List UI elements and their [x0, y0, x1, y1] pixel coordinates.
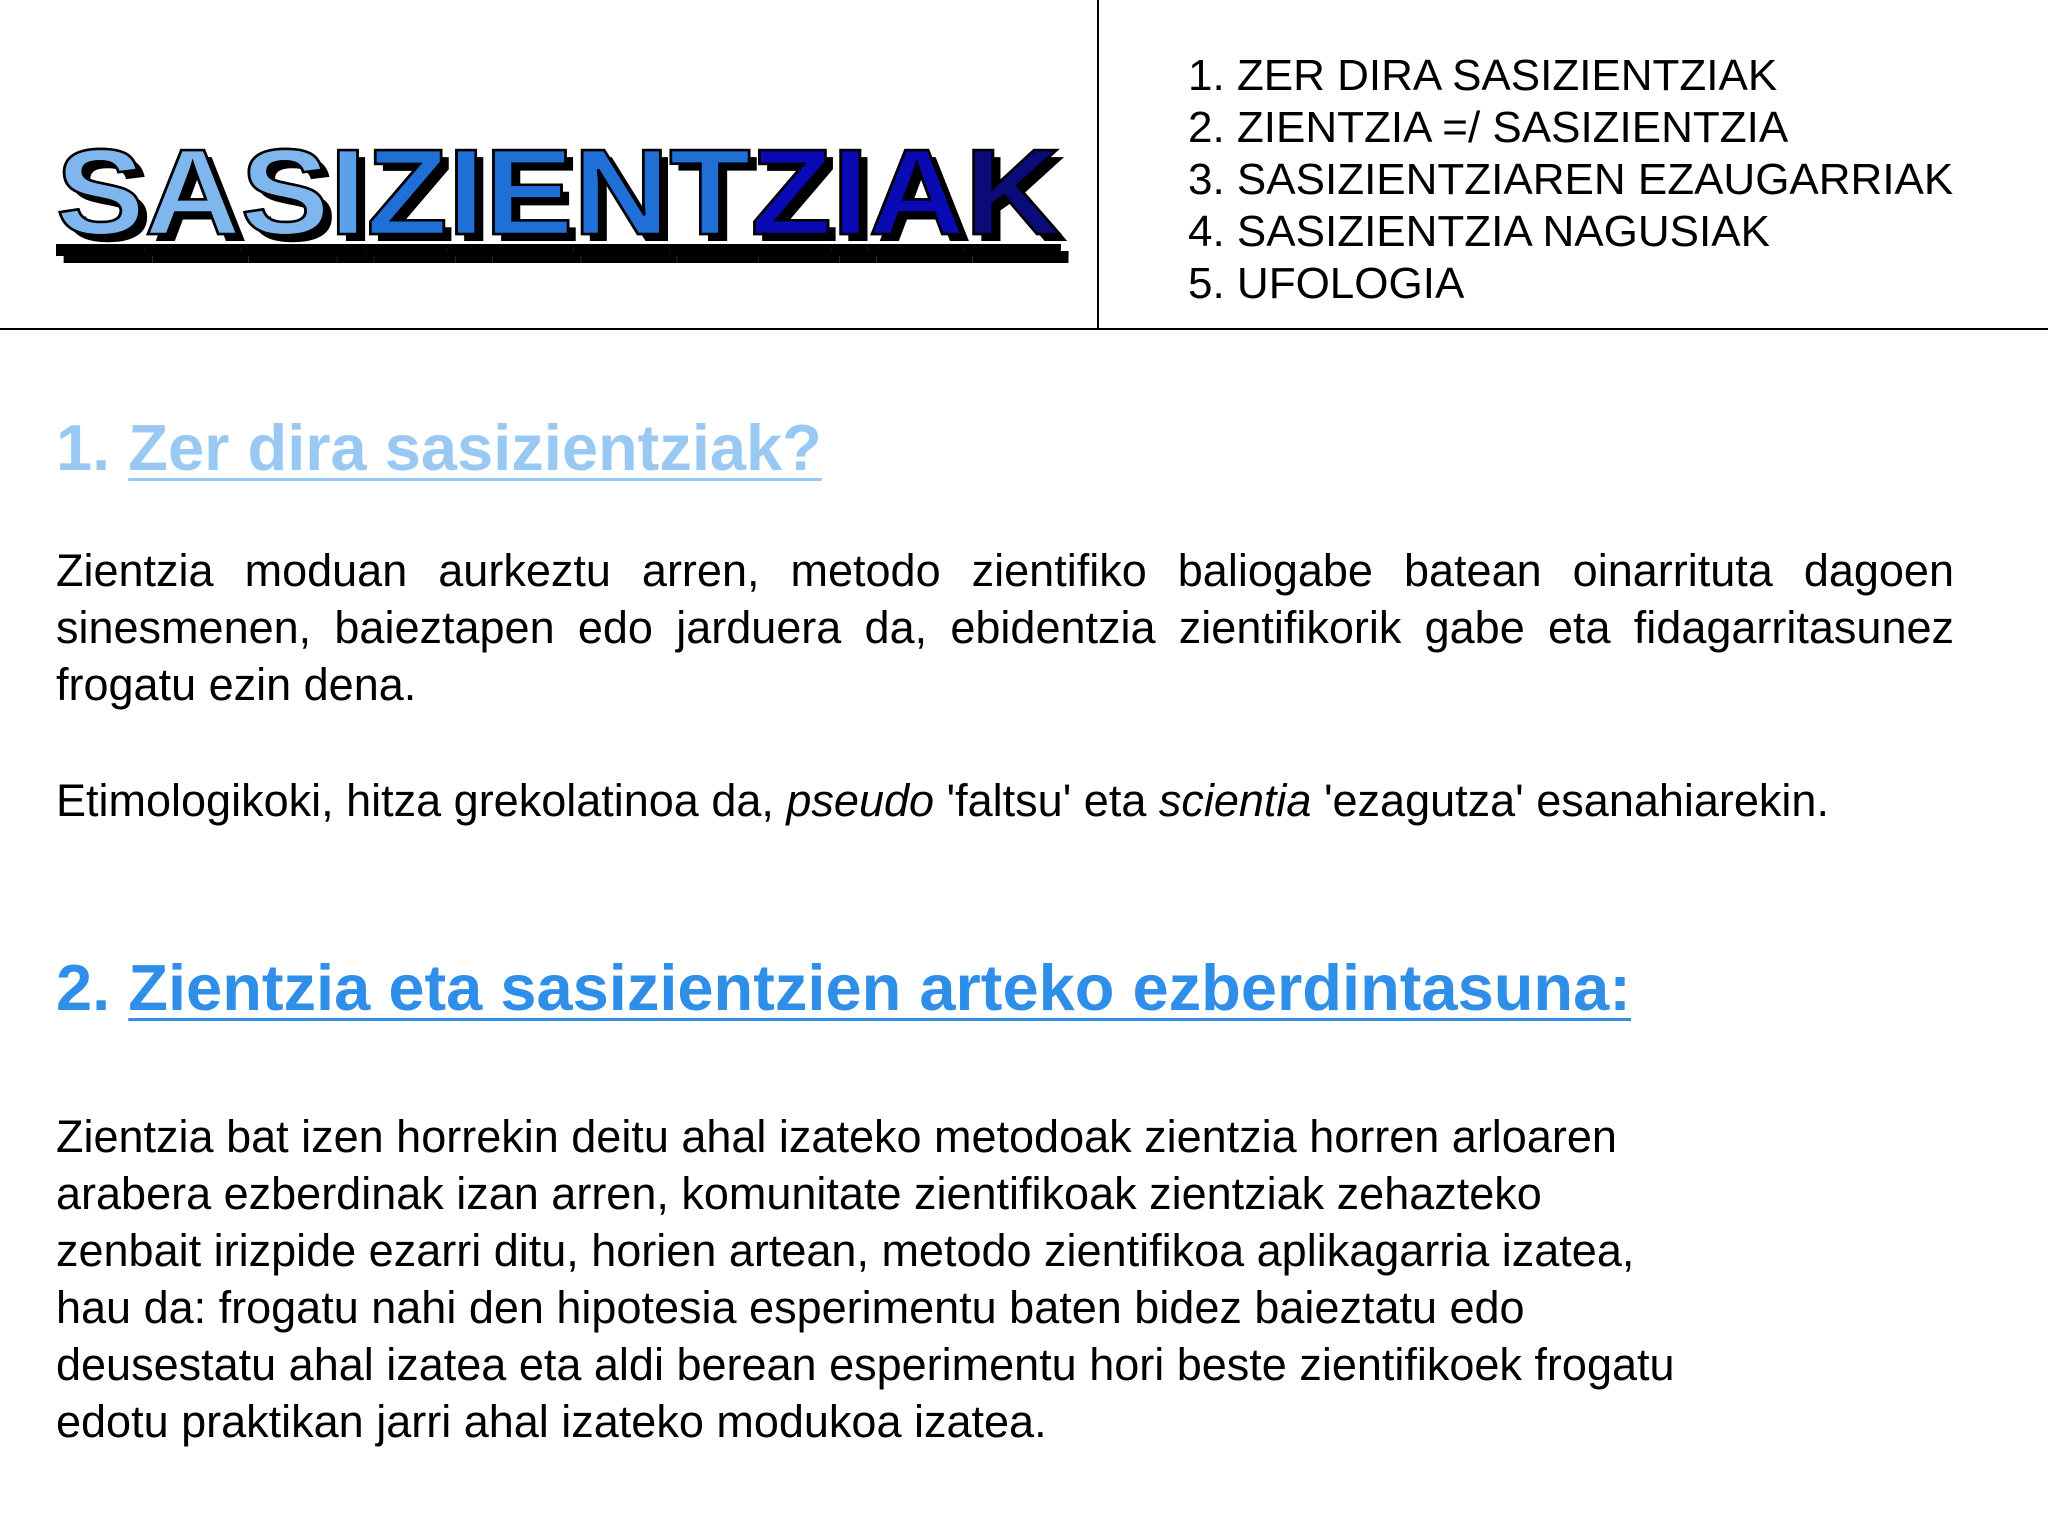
toc-item: 3. SASIZIENTZIAREN EZAUGARRIAK [1188, 155, 1954, 204]
title-letter: E [484, 124, 574, 260]
p2-italic-pseudo: pseudo [786, 775, 935, 826]
section-2-heading-link[interactable]: Zientzia eta sasizientzien arteko ezberdintasuna: [128, 951, 1631, 1024]
section-2-line: zenbait irizpide ezarri ditu, horien artean, metodo zientifikoa aplikagarria izatea, [56, 1225, 1635, 1276]
p2-text-1: Etimologikoki, hitza grekolatinoa da, [56, 775, 787, 826]
title-letter: A [144, 124, 241, 260]
title-letter: I [831, 124, 869, 260]
page-title [56, 122, 1190, 262]
section-2-heading [56, 950, 1631, 1026]
section-2-line: arabera ezberdinak izan arren, komunitate zientifikoak zientziak zehazteko [56, 1168, 1542, 1219]
section-2-paragraph [56, 1108, 2016, 1450]
section-1-paragraph-2 [56, 772, 1954, 829]
title-letter: A [868, 124, 965, 260]
section-1-paragraph-1: Zientzia moduan aurkeztu arren, metodo zientifiko baliogabe batean oinarrituta dagoen sinesmenen, baieztapen edo jarduera da, ebidentzia zientifikorik gabe eta fidagarritasunez frogatu ezin dena. [56, 545, 1954, 710]
title-letter: S [240, 124, 330, 260]
p2-text-2: 'faltsu' eta [934, 775, 1159, 826]
toc-item: 2. ZIENTZIA =/ SASIZIENTZIA [1188, 103, 1789, 152]
title-letter: S [56, 124, 145, 260]
title-letter: I [447, 124, 485, 260]
title-letter: N [573, 124, 670, 260]
horizontal-divider [0, 328, 2048, 330]
title-letter: Z [750, 124, 832, 260]
title-letter: T [669, 124, 751, 260]
table-of-contents [1188, 50, 1953, 310]
section-1-heading [56, 410, 822, 486]
section-2-line: edotu praktikan jarri ahal izateko modukoa izatea. [56, 1396, 1047, 1447]
title-letter: I [329, 124, 367, 260]
section-2-line: Zientzia bat izen horrekin deitu ahal izateko metodoak zientzia horren arloaren [56, 1111, 1617, 1162]
section-1-heading-link[interactable]: Zer dira sasizientziak? [128, 411, 822, 484]
title-letter: K [964, 124, 1061, 260]
title-letter: Z [366, 124, 448, 260]
toc-item: 5. UFOLOGIA [1188, 259, 1465, 308]
section-2-line: hau da: frogatu nahi den hipotesia esperimentu baten bidez baieztatu edo [56, 1282, 1525, 1333]
toc-item: 4. SASIZIENTZIA NAGUSIAK [1188, 207, 1770, 256]
section-2-number: 2. [56, 951, 129, 1024]
toc-item: 1. ZER DIRA SASIZIENTZIAK [1188, 51, 1778, 100]
section-2-line: deusestatu ahal izatea eta aldi berean esperimentu hori beste zientifikoek frogatu [56, 1339, 1675, 1390]
p2-text-3: 'ezagutza' esanahiarekin. [1311, 775, 1829, 826]
p2-italic-scientia: scientia [1158, 775, 1312, 826]
section-1-number: 1. [56, 411, 129, 484]
